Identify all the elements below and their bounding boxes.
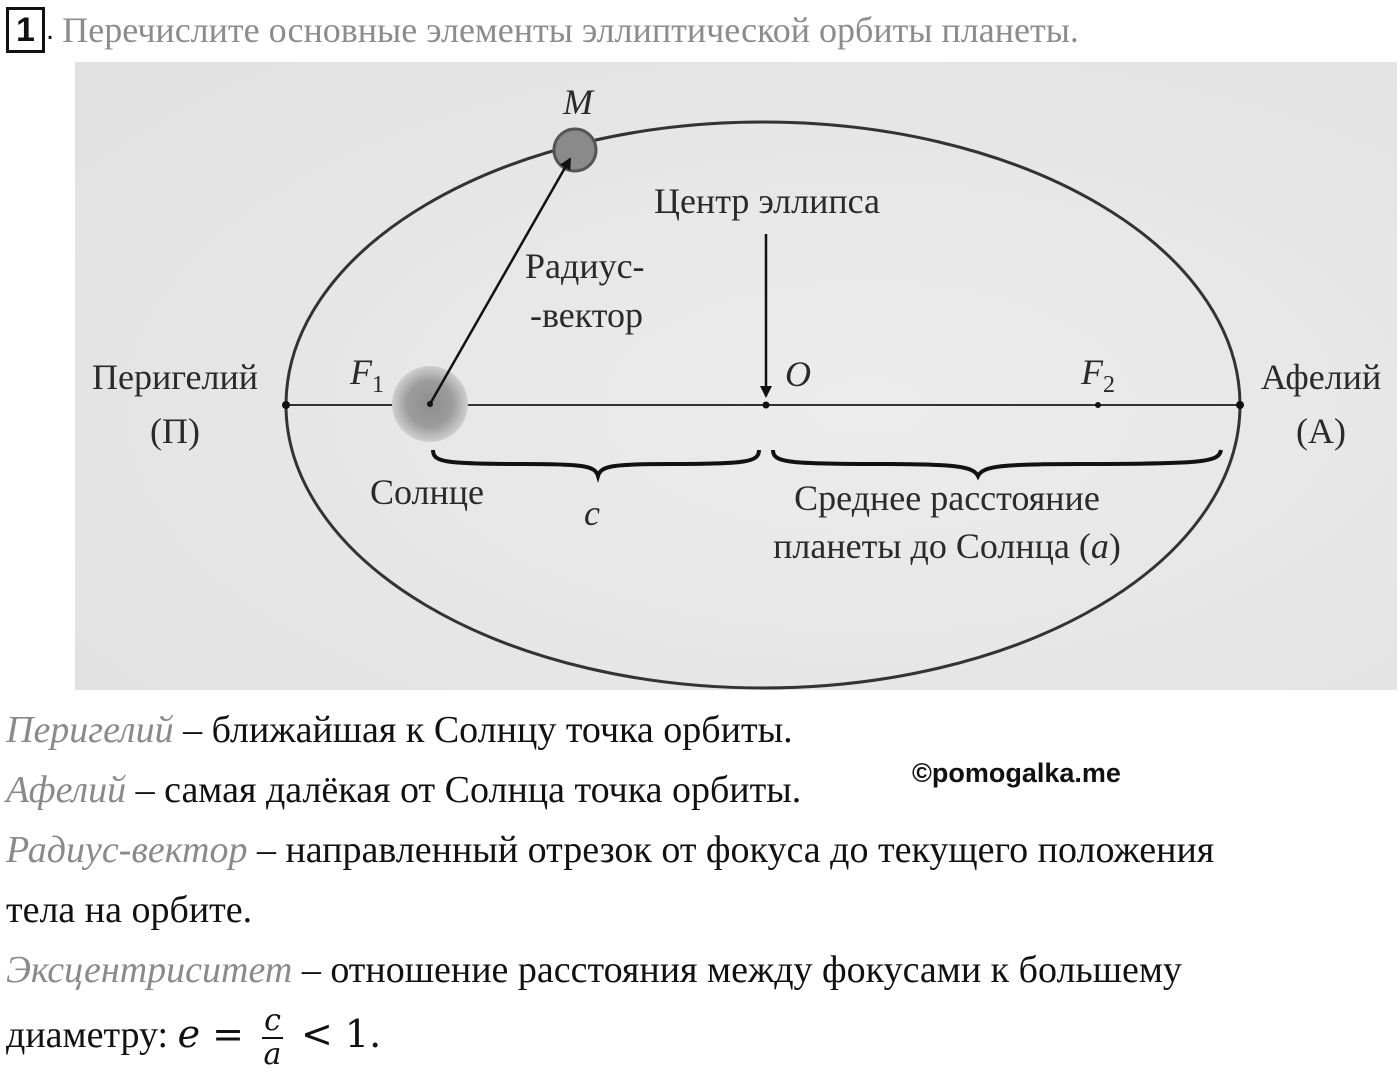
- focus2-point: [1095, 402, 1101, 408]
- definition-text: – направленный отрезок от фокуса до текущего положения: [247, 829, 1215, 871]
- planet-circle: [554, 129, 596, 171]
- perihelion-point: [282, 401, 290, 409]
- formula-prefix: диаметру:: [6, 1014, 178, 1056]
- term-perihelion: Перигелий: [6, 709, 174, 751]
- definition-text: – отношение расстояния между фокусами к большему: [292, 949, 1182, 991]
- definition-radius-vector-cont: [6, 880, 1400, 940]
- definition-perihelion: [6, 700, 1400, 760]
- orbit-diagram-svg: [75, 62, 1397, 690]
- c-label: c: [584, 493, 600, 533]
- sun-label: Солнце: [369, 472, 485, 512]
- perihelion-label: Перигелий: [91, 357, 259, 397]
- fraction-denominator: a: [263, 1036, 282, 1072]
- definition-text: – самая далёкая от Солнца точка орбиты.: [126, 769, 802, 811]
- definition-text: тела на орбите.: [6, 889, 253, 931]
- definition-eccentricity: [6, 940, 1400, 1000]
- semi-axis-label-line2: планеты до Солнца (a): [773, 526, 1121, 566]
- eccentricity-formula: [177, 1002, 382, 1072]
- planet-label: M: [563, 82, 593, 122]
- center-point-label: O: [785, 354, 811, 394]
- task-number-dot: .: [45, 13, 55, 46]
- definition-aphelion: [6, 760, 1400, 820]
- formula-variable-e: e: [177, 1012, 201, 1056]
- aphelion-point: [1236, 401, 1244, 409]
- task-header: [6, 6, 1079, 54]
- aphelion-symbol: (А): [1296, 411, 1346, 451]
- definition-radius-vector: [6, 820, 1400, 880]
- center-label: Центр эллипса: [653, 181, 881, 221]
- fraction-numerator: c: [264, 1002, 281, 1038]
- semi-axis-label-line1: Среднее расстояние: [794, 478, 1100, 518]
- definitions-block: [6, 700, 1400, 1071]
- task-number: 1: [6, 7, 45, 53]
- term-eccentricity: Эксцентриситет: [6, 949, 293, 991]
- center-point: [763, 402, 770, 409]
- definition-text: – ближайшая к Солнцу точка орбиты.: [173, 709, 793, 751]
- radius-vector-label-line2: -вектор: [530, 295, 644, 335]
- perihelion-symbol: (П): [150, 411, 200, 451]
- formula-suffix: < 1.: [288, 1012, 382, 1056]
- term-radius-vector: Радиус-вектор: [6, 829, 248, 871]
- aphelion-label: Афелий: [1260, 357, 1382, 397]
- focus1-label: $F_1$: [350, 352, 384, 398]
- eccentricity-formula-line: [6, 1004, 1400, 1071]
- focus2-label: $F_2$: [1081, 352, 1115, 398]
- radius-vector-label-line1: Радиус-: [525, 246, 645, 286]
- orbit-diagram: [75, 62, 1397, 690]
- watermark: ©pomogalka.me: [912, 758, 1121, 788]
- diagram-background: [75, 62, 1397, 690]
- task-question: Перечислите основные элементы эллиптической орбиты планеты.: [62, 10, 1079, 50]
- term-aphelion: Афелий: [6, 769, 127, 811]
- formula-equals: =: [200, 1012, 257, 1056]
- formula-fraction: [262, 1002, 283, 1072]
